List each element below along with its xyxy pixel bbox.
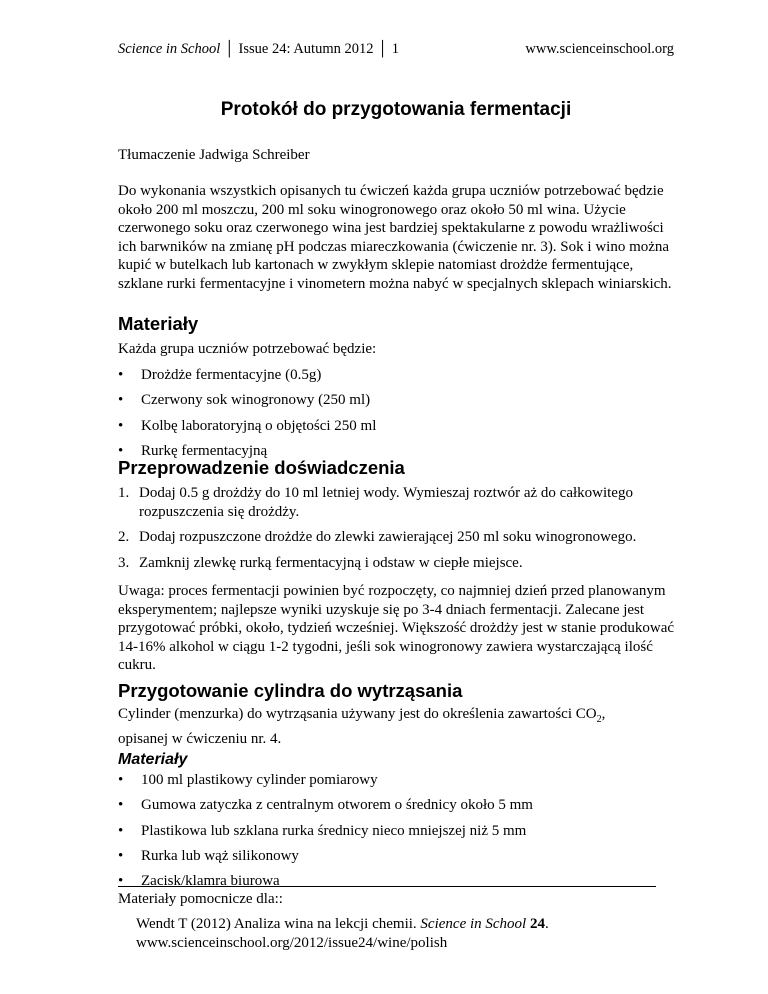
list-item: • Czerwony sok winogronowy (250 ml): [118, 392, 376, 417]
list-item: [118, 554, 678, 573]
step-text: Zamknij zlewkę rurką fermentacyjną i odstaw w ciepłe miejsce.: [139, 554, 523, 571]
intro-paragraph: Do wykonania wszystkich opisanych tu ćwiczeń każda grupa uczniów potrzebować będzie około 200 ml moszczu, 200 ml soku winogronowego oraz około 50 ml wina. Użycie czerwonego soku oraz czerwonego wina jest bardziej spektakularne z powodu wrażliwości ich barwników na zmianę pH podczas miareczkowania (ćwiczenie nr. 3). Sok i wino można kupić w butelkach lub kartonach w zwykłym sklepie natomiast drożdże fermentujące, szklane rurki fermentacyjne i vinometern można nabyć w specjalnych sklepach winiarskich.: [118, 183, 672, 292]
reference-url[interactable]: www.scienceinschool.org/2012/issue24/wine/polish: [136, 934, 448, 951]
list-item: [118, 528, 678, 547]
list-item: • Drożdże fermentacyjne (0.5g): [118, 367, 376, 392]
step-number: 3.: [118, 554, 130, 571]
list-item: • Plastikowa lub szklana rurka średnicy nieco mniejszej niż 5 mm: [118, 823, 533, 848]
step-number: 1.: [118, 485, 130, 501]
list-item: • 100 ml plastikowy cylinder pomiarowy: [118, 772, 533, 797]
step-text: Dodaj rozpuszczone drożdże do zlewki zawierającej 250 ml soku winogronowego.: [139, 529, 637, 545]
footer-divider: [118, 886, 656, 887]
footer-label: Materiały pomocnicze dla::: [118, 891, 283, 907]
reference-end: .: [544, 916, 549, 932]
translator-credit: Tłumaczenie Jadwiga Schreiber: [118, 147, 310, 163]
header-separator: │: [224, 41, 235, 57]
document-title: Protokół do przygotowania fermentacji: [220, 99, 572, 120]
list-item: [118, 484, 678, 521]
list-item: • Zacisk/klamra biurowa: [118, 873, 533, 898]
reference-author: Wendt T (2012) Analiza wina na lekcji chemii.: [136, 916, 421, 932]
reference-journal: Science in School: [420, 916, 527, 932]
procedure-steps: [118, 484, 678, 579]
reference-volume: 24: [529, 916, 545, 932]
materials-lead: Każda grupa uczniów potrzebować będzie:: [118, 341, 377, 357]
co2-subscript: 2: [596, 714, 602, 725]
header-website[interactable]: www.scienceinschool.org: [525, 41, 674, 57]
list-item: • Kolbę laboratoryjną o objętości 250 ml: [118, 418, 376, 443]
footer-reference: [136, 915, 676, 952]
cylinder-description: [118, 705, 678, 748]
procedure-heading: Przeprowadzenie doświadczenia: [118, 457, 405, 478]
procedure-note: Uwaga: proces fermentacji powinien być rozpoczęty, co najmniej dzień przed planowanym eksperymentem; najlepsze wyniki uzyskuje się po 3-4 dniach fermentacji. Zalecane jest przygotować próbki, około, tydzień wcześniej. Większość drożdży jest w stanie produkować 14-16% alkohol w ciągu 1-2 tygodni, jeśli sok winogronowy zawiera wystarczającą ilość cukru.: [118, 583, 675, 673]
journal-name: Science in School: [118, 41, 221, 57]
header-citation: [118, 41, 399, 58]
list-item: • Gumowa zatyczka z centralnym otworem o średnicy około 5 mm: [118, 797, 533, 822]
list-item: • Rurkę fermentacyjną: [118, 443, 376, 468]
cylinder-heading: Przygotowanie cylindra do wytrząsania: [118, 680, 463, 701]
header-separator-2: │: [377, 41, 388, 57]
cylinder-materials-heading: Materiały: [118, 751, 188, 768]
issue-info: Issue 24: Autumn 2012: [238, 41, 374, 57]
list-item: • Rurka lub wąż silikonowy: [118, 848, 533, 873]
cylinder-materials-list: [118, 772, 533, 898]
materials-list: [118, 367, 376, 468]
cylinder-desc-comma: ,: [601, 706, 606, 722]
materials-heading: Materiały: [118, 313, 199, 334]
step-number: 2.: [118, 529, 130, 545]
page-number: 1: [391, 41, 400, 57]
cylinder-desc-text: Cylinder (menzurka) do wytrząsania używany jest do określenia zawartości CO: [118, 706, 597, 722]
cylinder-desc-line2: opisanej w ćwiczeniu nr. 4.: [118, 730, 282, 747]
step-text: Dodaj 0.5 g drożdży do 10 ml letniej wody. Wymieszaj roztwór aż do całkowitego rozpuszczenia się drożdży.: [139, 485, 633, 520]
